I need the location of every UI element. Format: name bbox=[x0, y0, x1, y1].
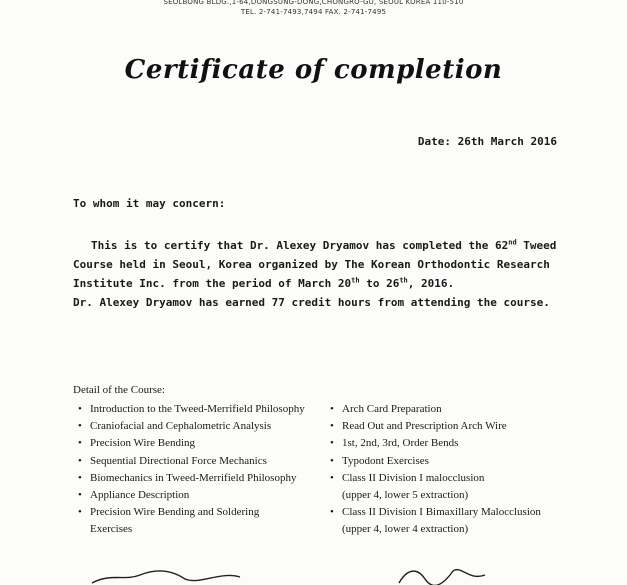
body-line-1: This is to certify that Dr. Alexey Dryamov has completed the 62nd Tweed bbox=[91, 238, 557, 252]
letterhead-address: SEOLBONG BLDG.,1-64,DONGSUNG-DONG,CHONGRO-GU, SEOUL KOREA 110-510 bbox=[163, 0, 464, 6]
course-item: • Appliance Description bbox=[78, 487, 318, 504]
bullet-icon: • bbox=[78, 437, 82, 450]
signature-right bbox=[395, 565, 505, 585]
body-line-3: Institute Inc. from the period of March 20th to 26th, 2016. bbox=[73, 276, 455, 290]
course-item: • Class II Division I malocclusion bbox=[330, 470, 570, 487]
body-line-4: Dr. Alexey Dryamov has earned 77 credit hours from attending the course. bbox=[73, 296, 550, 309]
certificate-date: Date: 26th March 2016 bbox=[417, 135, 557, 148]
course-item: • Class II Division I Bimaxillary Malocclusion bbox=[330, 504, 570, 521]
course-item: • Sequential Directional Force Mechanics bbox=[78, 453, 318, 470]
bullet-icon: • bbox=[78, 506, 82, 519]
letterhead-phone: TEL. 2-741-7493,7494 FAX. 2-741-7495 bbox=[240, 8, 387, 16]
bullet-icon: • bbox=[78, 420, 82, 433]
bullet-icon: • bbox=[330, 420, 334, 433]
course-item: • 1st, 2nd, 3rd, Order Bends bbox=[330, 435, 570, 452]
body-line-2: Course held in Seoul, Korea organized by The Korean Orthodontic Research bbox=[73, 258, 550, 271]
course-item-continuation: (upper 4, lower 4 extraction) bbox=[342, 523, 469, 536]
bullet-icon: • bbox=[330, 471, 334, 484]
bullet-icon: • bbox=[330, 403, 334, 415]
course-item: • Read Out and Prescription Arch Wire bbox=[330, 418, 570, 435]
course-item-continuation: Exercises bbox=[90, 523, 133, 536]
course-item-continuation: (upper 4, lower 5 extraction) bbox=[342, 489, 469, 502]
course-item: • Typodont Exercises bbox=[330, 453, 570, 470]
course-item: • Precision Wire Bending bbox=[78, 435, 318, 452]
course-list-right bbox=[330, 401, 570, 539]
bullet-icon: • bbox=[78, 454, 82, 467]
bullet-icon: • bbox=[330, 454, 334, 467]
course-item: • Precision Wire Bending and Soldering bbox=[78, 504, 318, 521]
course-item: • Introduction to the Tweed-Merrifield Philosophy bbox=[78, 401, 318, 418]
course-list-left bbox=[78, 401, 318, 539]
bullet-icon: • bbox=[78, 403, 82, 415]
salutation: To whom it may concern: bbox=[73, 197, 226, 210]
certificate-body bbox=[73, 236, 573, 312]
signature-left bbox=[90, 565, 250, 585]
certificate-title: Certificate of completion bbox=[124, 55, 503, 85]
bullet-icon: • bbox=[78, 471, 82, 484]
course-item: • Arch Card Preparation bbox=[330, 401, 570, 418]
bullet-icon: • bbox=[78, 489, 82, 502]
course-detail-heading: Detail of the Course: bbox=[73, 384, 165, 396]
bullet-icon: • bbox=[330, 506, 334, 519]
course-item: • Craniofacial and Cephalometric Analysis bbox=[78, 418, 318, 435]
bullet-icon: • bbox=[330, 437, 334, 450]
course-item: • Biomechanics in Tweed-Merrifield Philosophy bbox=[78, 470, 318, 487]
